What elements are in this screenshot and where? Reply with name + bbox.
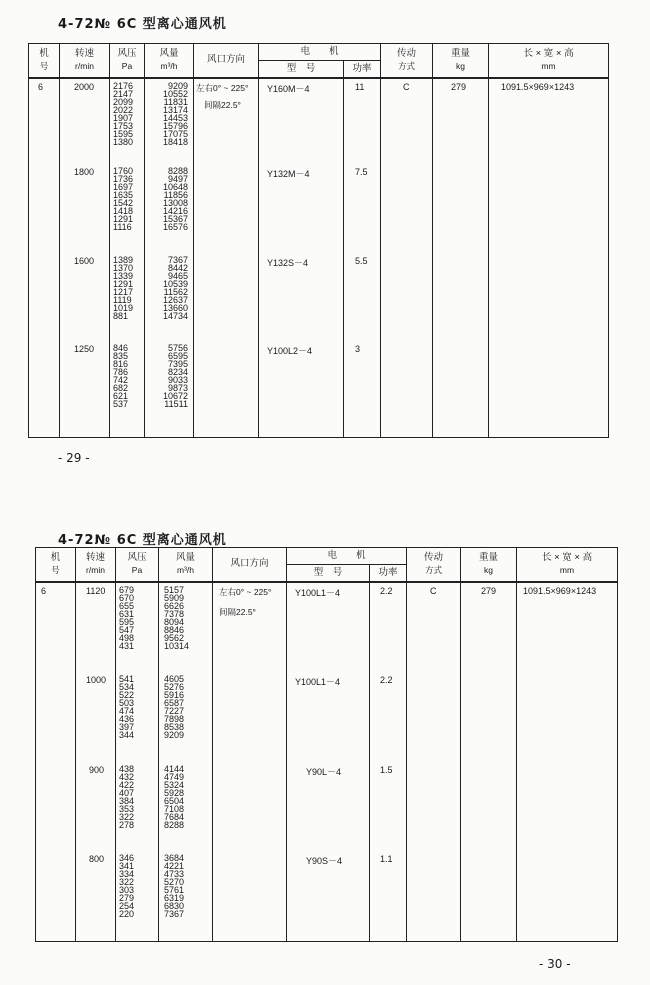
transmission-value: C xyxy=(403,81,410,92)
airflow-list: 8288 9497 10648 11856 13008 14216 15367 16576 xyxy=(162,165,188,233)
airflow-list: 9209 10552 11831 13174 14453 15796 17075 18418 xyxy=(162,80,188,148)
outlet-direction-interval: 间隔22.5° xyxy=(219,606,256,617)
motor-power-cell xyxy=(344,78,381,438)
page-29-number: - 29 - xyxy=(58,451,90,465)
pressure-list: 846 835 816 786 742 682 621 537 xyxy=(113,342,129,410)
dimensions-value: 1091.5×969×1243 xyxy=(501,81,575,92)
motor-power: 5.5 xyxy=(355,255,368,266)
pressure-list: 679 670 655 631 595 547 498 431 xyxy=(119,584,135,652)
airflow-list: 7367 8442 9465 10539 11562 12637 13660 14734 xyxy=(162,254,188,322)
weight-cell xyxy=(433,78,489,438)
header-airflow: 风量 m³/h xyxy=(159,548,213,582)
header-machine-no: 机 号 xyxy=(36,548,76,582)
speed-value: 800 xyxy=(89,853,105,864)
airflow-list: 3684 4221 4733 5270 5761 6319 6830 7367 xyxy=(164,852,185,920)
motor-power: 11 xyxy=(355,81,365,92)
page-29-spec-table xyxy=(28,43,609,438)
speed-value: 1600 xyxy=(74,255,95,266)
header-motor: 电 机 xyxy=(287,548,407,565)
header-airflow: 风量 m³/h xyxy=(145,44,194,78)
airflow-list: 5756 6595 7395 8234 9033 9873 10672 11511 xyxy=(162,342,188,410)
page-30-spec-table xyxy=(35,547,618,942)
airflow-list: 5157 5909 6626 7378 8094 8846 9562 10314 xyxy=(164,584,190,652)
machine-no: 6 xyxy=(41,585,47,596)
header-weight: 重量 kg xyxy=(433,44,489,78)
machine-no-cell xyxy=(36,582,76,942)
header-pressure: 风压 Pa xyxy=(110,44,145,78)
speed-value: 900 xyxy=(89,764,105,775)
header-speed: 转速 r/min xyxy=(60,44,110,78)
dimensions-cell xyxy=(517,582,618,942)
speed-value: 1120 xyxy=(86,585,106,596)
airflow-cell xyxy=(145,78,194,438)
motor-model: Y100L1－4 xyxy=(295,676,341,687)
header-dimensions: 长 × 宽 × 高 mm xyxy=(489,44,609,78)
transmission-cell xyxy=(381,78,433,438)
transmission-cell xyxy=(407,582,461,942)
outlet-direction-interval: 间隔22.5° xyxy=(204,99,241,110)
speed-value: 2000 xyxy=(74,81,95,92)
page-30-title: 4-72№ 6C 型离心通风机 xyxy=(58,533,227,548)
motor-model-cell xyxy=(287,582,370,942)
outlet-direction-cell xyxy=(213,582,287,942)
pressure-cell xyxy=(116,582,159,942)
pressure-list: 541 534 522 503 474 436 397 344 xyxy=(119,673,135,741)
header-motor-model: 型 号 xyxy=(287,565,370,582)
speed-value: 1250 xyxy=(74,343,95,354)
page-29-title: 4-72№ 6C 型离心通风机 xyxy=(58,17,227,32)
outlet-direction-cell xyxy=(194,78,259,438)
header-outlet-direction: 风口方向 xyxy=(213,548,287,582)
header-pressure: 风压 Pa xyxy=(116,548,159,582)
motor-power: 1.5 xyxy=(380,764,393,775)
motor-power: 1.1 xyxy=(380,853,393,864)
header-outlet-direction: 风口方向 xyxy=(194,44,259,78)
weight-value: 279 xyxy=(481,585,497,596)
pressure-list: 1389 1370 1339 1291 1217 1119 1019 881 xyxy=(113,254,134,322)
pressure-list: 438 432 422 407 384 353 322 278 xyxy=(119,763,135,831)
motor-power: 3 xyxy=(355,343,361,354)
dimensions-value: 1091.5×969×1243 xyxy=(523,585,597,596)
machine-no-cell xyxy=(29,78,60,438)
speed-value: 1800 xyxy=(74,166,95,177)
speed-value: 1000 xyxy=(86,674,107,685)
motor-power: 2.2 xyxy=(380,585,393,596)
header-speed: 转速 r/min xyxy=(76,548,116,582)
motor-model: Y90L－4 xyxy=(306,766,342,777)
header-dimensions: 长 × 宽 × 高 mm xyxy=(517,548,618,582)
header-motor: 电 机 xyxy=(259,44,381,61)
motor-model: Y90S－4 xyxy=(306,855,343,866)
pressure-cell xyxy=(110,78,145,438)
motor-model: Y100L2－4 xyxy=(267,345,313,356)
airflow-list: 4144 4749 5324 5928 6504 7108 7684 8288 xyxy=(164,763,185,831)
motor-model: Y132M－4 xyxy=(267,168,310,179)
pressure-list: 1760 1736 1697 1635 1542 1418 1291 1116 xyxy=(113,165,134,233)
header-machine-no: 机 号 xyxy=(29,44,60,78)
motor-power: 2.2 xyxy=(380,674,393,685)
pressure-list: 2176 2147 2099 2022 1907 1753 1595 1380 xyxy=(113,80,134,148)
motor-model: Y160M－4 xyxy=(267,83,310,94)
motor-power-cell xyxy=(370,582,407,942)
outlet-direction-range: 左右0° ~ 225° xyxy=(219,586,272,597)
speed-cell xyxy=(76,582,116,942)
outlet-direction-range: 左右0° ~ 225° xyxy=(196,82,249,93)
motor-model-cell xyxy=(259,78,344,438)
speed-cell xyxy=(60,78,110,438)
header-transmission: 传动 方式 xyxy=(407,548,461,582)
airflow-list: 4605 5276 5916 6587 7227 7898 8538 9209 xyxy=(164,673,185,741)
header-transmission: 传动 方式 xyxy=(381,44,433,78)
header-motor-model: 型 号 xyxy=(259,61,344,78)
motor-model: Y132S－4 xyxy=(267,257,309,268)
header-weight: 重量 kg xyxy=(461,548,517,582)
header-motor-power: 功率 xyxy=(370,565,407,582)
weight-cell xyxy=(461,582,517,942)
motor-power: 7.5 xyxy=(355,166,368,177)
dimensions-cell xyxy=(489,78,609,438)
weight-value: 279 xyxy=(451,81,467,92)
pressure-list: 346 341 334 322 303 279 254 220 xyxy=(119,852,135,920)
airflow-cell xyxy=(159,582,213,942)
motor-model: Y100L1－4 xyxy=(295,587,341,598)
page-30-number: - 30 - xyxy=(539,957,571,971)
machine-no: 6 xyxy=(38,81,44,92)
transmission-value: C xyxy=(430,585,437,596)
header-motor-power: 功率 xyxy=(344,61,381,78)
